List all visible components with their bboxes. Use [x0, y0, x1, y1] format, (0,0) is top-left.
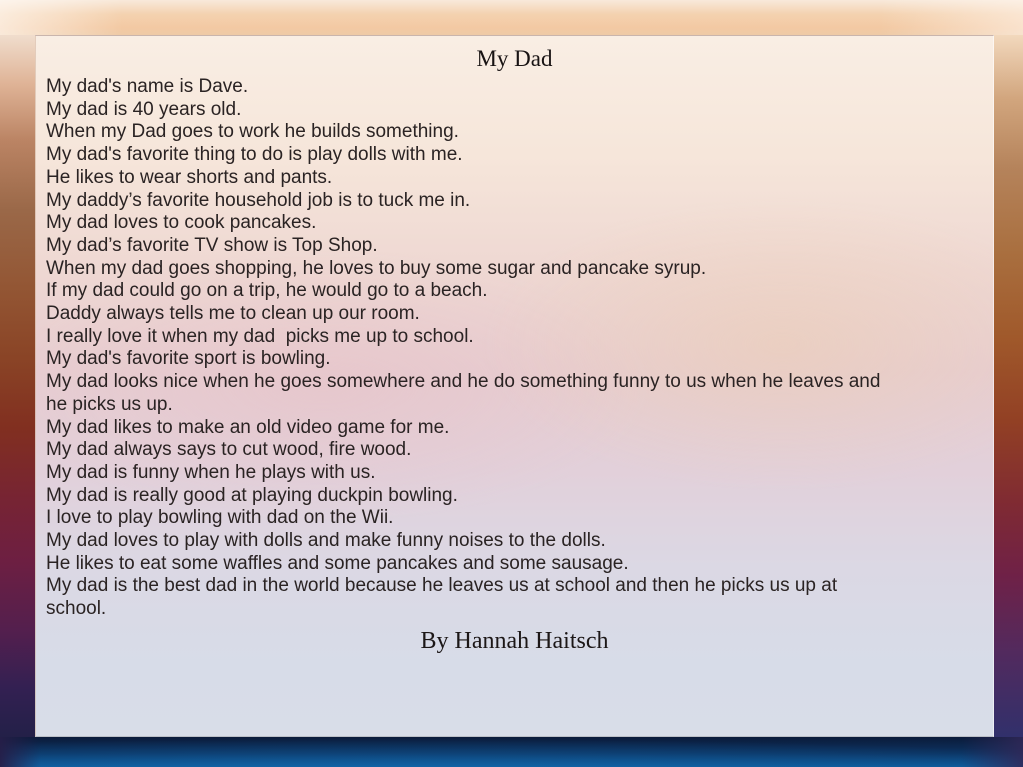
frame-border-left: [0, 35, 35, 737]
body-line: I really love it when my dad picks me up to school.: [46, 325, 474, 347]
body-line: When my dad goes shopping, he loves to buy some sugar and pancake syrup.: [46, 257, 707, 279]
body-line: He likes to eat some waffles and some pancakes and some sausage.: [46, 552, 629, 574]
frame-border-top: [0, 0, 1023, 35]
body-line: school.: [46, 598, 107, 620]
body-line: My dad's favorite thing to do is play dolls with me.: [46, 144, 463, 166]
body-line: My dad loves to play with dolls and make funny noises to the dolls.: [46, 530, 606, 552]
body-line: My dad's name is Dave.: [46, 76, 249, 97]
body-line: My daddy’s favorite household job is to tuck me in.: [46, 189, 471, 211]
body-line: My dad is 40 years old.: [46, 98, 242, 120]
body-line: I love to play bowling with dad on the Wii.: [46, 507, 394, 529]
frame-border-right: [994, 35, 1023, 737]
body-line: My dad is funny when he plays with us.: [46, 461, 376, 483]
body-line: My dad is the best dad in the world because he leaves us at school and then he picks us up at: [46, 575, 838, 597]
body-line: He likes to wear shorts and pants.: [46, 166, 333, 188]
body-line: My dad looks nice when he goes somewhere and he do something funny to us when he leaves and: [46, 371, 881, 393]
body-line: My dad's favorite sport is bowling.: [46, 348, 331, 370]
body-line: My dad always says to cut wood, fire wood.: [46, 439, 412, 461]
slide-canvas: [35, 35, 994, 737]
slide-body-lines: [36, 76, 993, 621]
body-line: When my Dad goes to work he builds something.: [46, 121, 459, 143]
body-line: My dad is really good at playing duckpin bowling.: [46, 484, 458, 506]
frame-border-bottom: [0, 737, 1023, 767]
slide-byline: By Hannah Haitsch: [420, 627, 609, 654]
body-line: Daddy always tells me to clean up our room.: [46, 303, 420, 325]
body-line: My dad loves to cook pancakes.: [46, 212, 317, 234]
slide-title: My Dad: [476, 46, 553, 71]
body-line: My dad likes to make an old video game for me.: [46, 416, 450, 438]
body-line: he picks us up.: [46, 393, 173, 415]
body-line: If my dad could go on a trip, he would go to a beach.: [46, 280, 488, 302]
body-line: My dad’s favorite TV show is Top Shop.: [46, 234, 378, 256]
